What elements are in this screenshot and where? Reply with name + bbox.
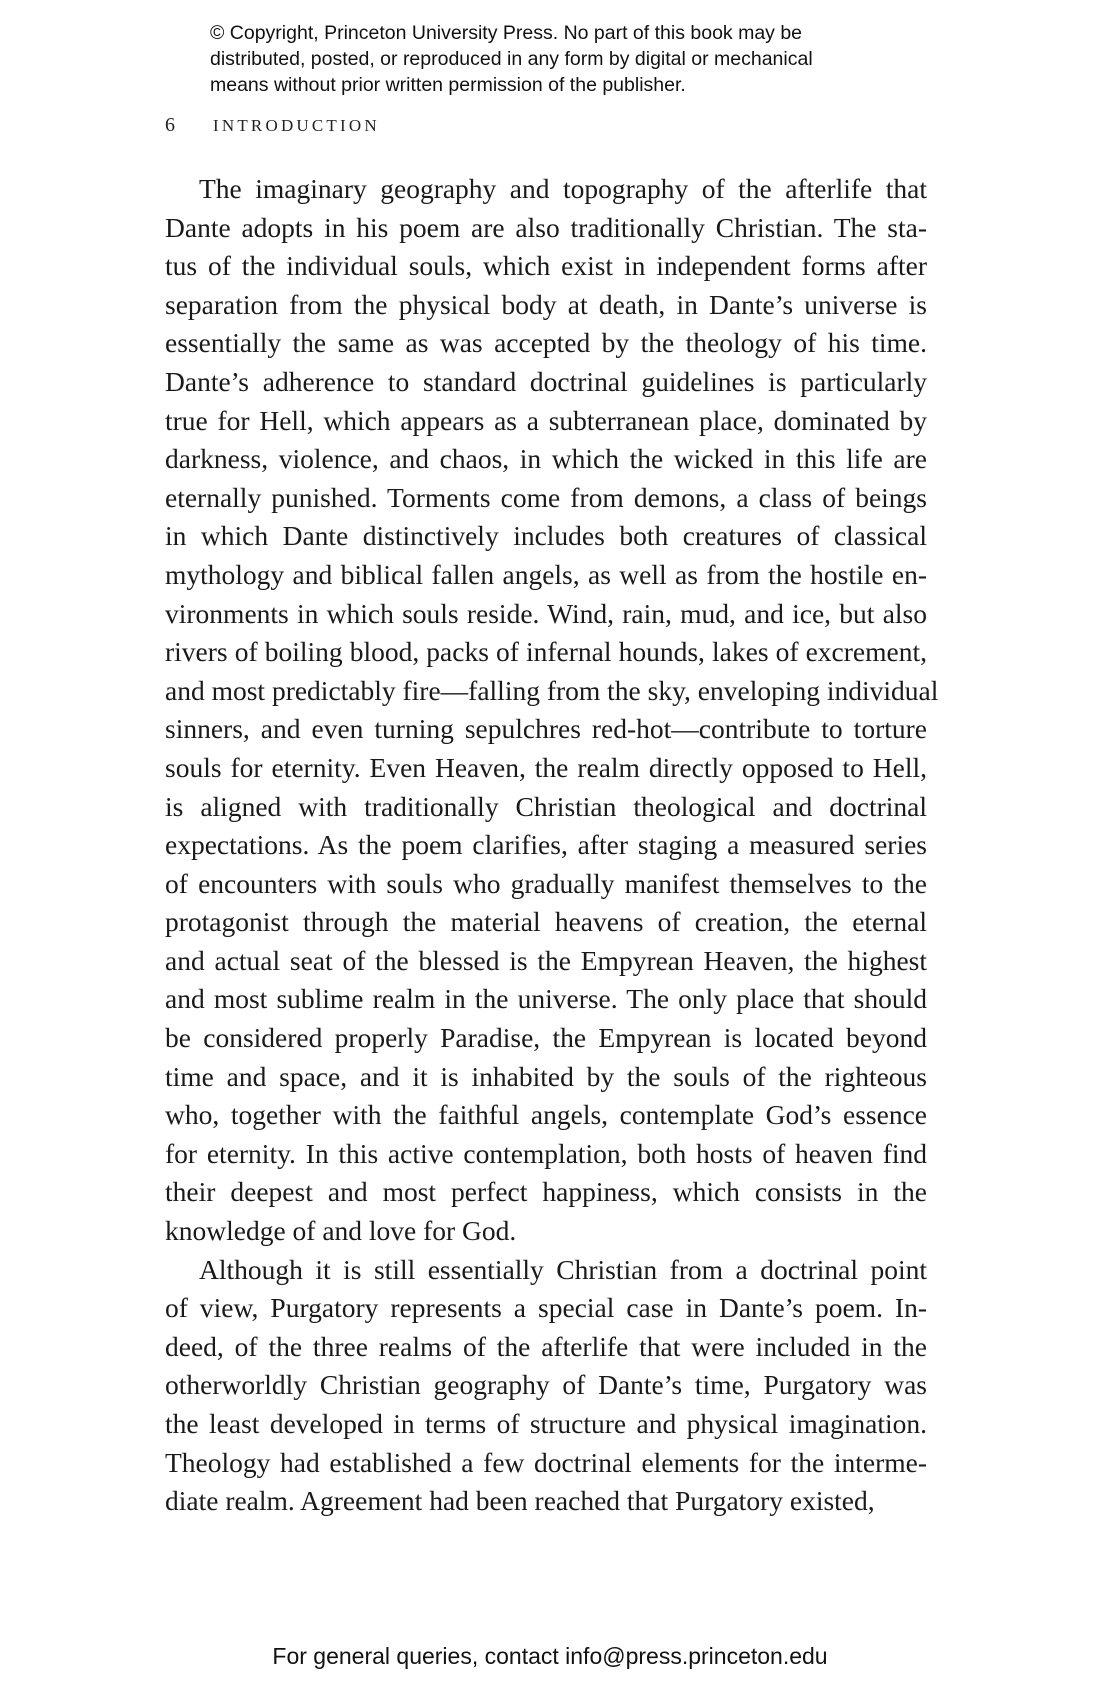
text-line: and actual seat of the blessed is the Empyrean Heaven, the highest bbox=[165, 944, 927, 976]
text-line: is aligned with traditionally Christian theological and doctrinal bbox=[165, 790, 927, 822]
text-line: diate realm. Agreement had been reached that Purgatory existed, bbox=[165, 1485, 875, 1517]
page-number: 6 bbox=[165, 114, 175, 136]
text-line: otherworldly Christian geography of Dante’s time, Purgatory was bbox=[165, 1369, 927, 1401]
text-line: and most predictably fire—falling from the sky, enveloping individual bbox=[165, 674, 939, 706]
text-line: in which Dante distinctively includes both creatures of classical bbox=[165, 520, 927, 552]
text-line: of view, Purgatory represents a special case in Dante’s poem. In- bbox=[165, 1292, 927, 1324]
text-line: vironments in which souls reside. Wind, rain, mud, and ice, but also bbox=[165, 597, 927, 629]
footer-contact: For general queries, contact info@press.princeton.edu bbox=[272, 1643, 828, 1669]
copyright-line: distributed, posted, or reproduced in any form by digital or mechanical bbox=[210, 48, 813, 70]
text-line: eternally punished. Torments come from demons, a class of beings bbox=[165, 481, 927, 513]
text-line: Although it is still essentially Christian from a doctrinal point bbox=[199, 1253, 927, 1285]
section-title: INTRODUCTION bbox=[213, 116, 380, 135]
text-line: knowledge of and love for God. bbox=[165, 1215, 517, 1247]
text-line: protagonist through the material heavens of creation, the eternal bbox=[165, 906, 927, 938]
text-line: Dante adopts in his poem are also traditionally Christian. The sta- bbox=[165, 211, 927, 243]
text-line: the least developed in terms of structure and physical imagination. bbox=[165, 1408, 927, 1439]
text-line: Theology had established a few doctrinal elements for the interme- bbox=[165, 1446, 927, 1478]
body-text bbox=[165, 170, 939, 1521]
paragraph bbox=[165, 1251, 927, 1521]
copyright-line: © Copyright, Princeton University Press. No part of this book may be bbox=[210, 22, 803, 44]
text-line: tus of the individual souls, which exist in independent forms after bbox=[165, 250, 927, 282]
text-line: Dante’s adherence to standard doctrinal guidelines is particularly bbox=[165, 365, 927, 397]
text-line: of encounters with souls who gradually manifest themselves to the bbox=[165, 867, 927, 899]
text-line: and most sublime realm in the universe. The only place that should bbox=[165, 983, 927, 1015]
text-line: The imaginary geography and topography of the afterlife that bbox=[199, 173, 927, 204]
text-line: be considered properly Paradise, the Empyrean is located beyond bbox=[165, 1022, 927, 1054]
text-line: time and space, and it is inhabited by the souls of the righteous bbox=[165, 1060, 927, 1092]
text-line: for eternity. In this active contemplation, both hosts of heaven find bbox=[165, 1137, 927, 1169]
running-head bbox=[165, 110, 380, 141]
text-line: their deepest and most perfect happiness, which consists in the bbox=[165, 1176, 927, 1208]
copyright-line: means without prior written permission of the publisher. bbox=[210, 74, 686, 96]
text-line: separation from the physical body at death, in Dante’s universe is bbox=[165, 288, 927, 320]
text-line: rivers of boiling blood, packs of infernal hounds, lakes of excrement, bbox=[165, 636, 927, 668]
text-line: true for Hell, which appears as a subterranean place, dominated by bbox=[165, 404, 927, 436]
text-line: souls for eternity. Even Heaven, the realm directly opposed to Hell, bbox=[165, 751, 927, 783]
text-line: essentially the same as was accepted by the theology of his time. bbox=[165, 327, 927, 359]
text-line: mythology and biblical fallen angels, as well as from the hostile en- bbox=[165, 558, 927, 590]
text-line: darkness, violence, and chaos, in which the wicked in this life are bbox=[165, 443, 927, 475]
copyright-notice bbox=[210, 20, 910, 98]
paragraph bbox=[165, 170, 939, 1251]
text-line: sinners, and even turning sepulchres red-hot—contribute to torture bbox=[165, 713, 927, 745]
text-line: deed, of the three realms of the afterlife that were included in the bbox=[165, 1330, 927, 1362]
text-line: who, together with the faithful angels, contemplate God’s essence bbox=[165, 1099, 927, 1131]
text-line: expectations. As the poem clarifies, after staging a measured series bbox=[165, 829, 927, 861]
